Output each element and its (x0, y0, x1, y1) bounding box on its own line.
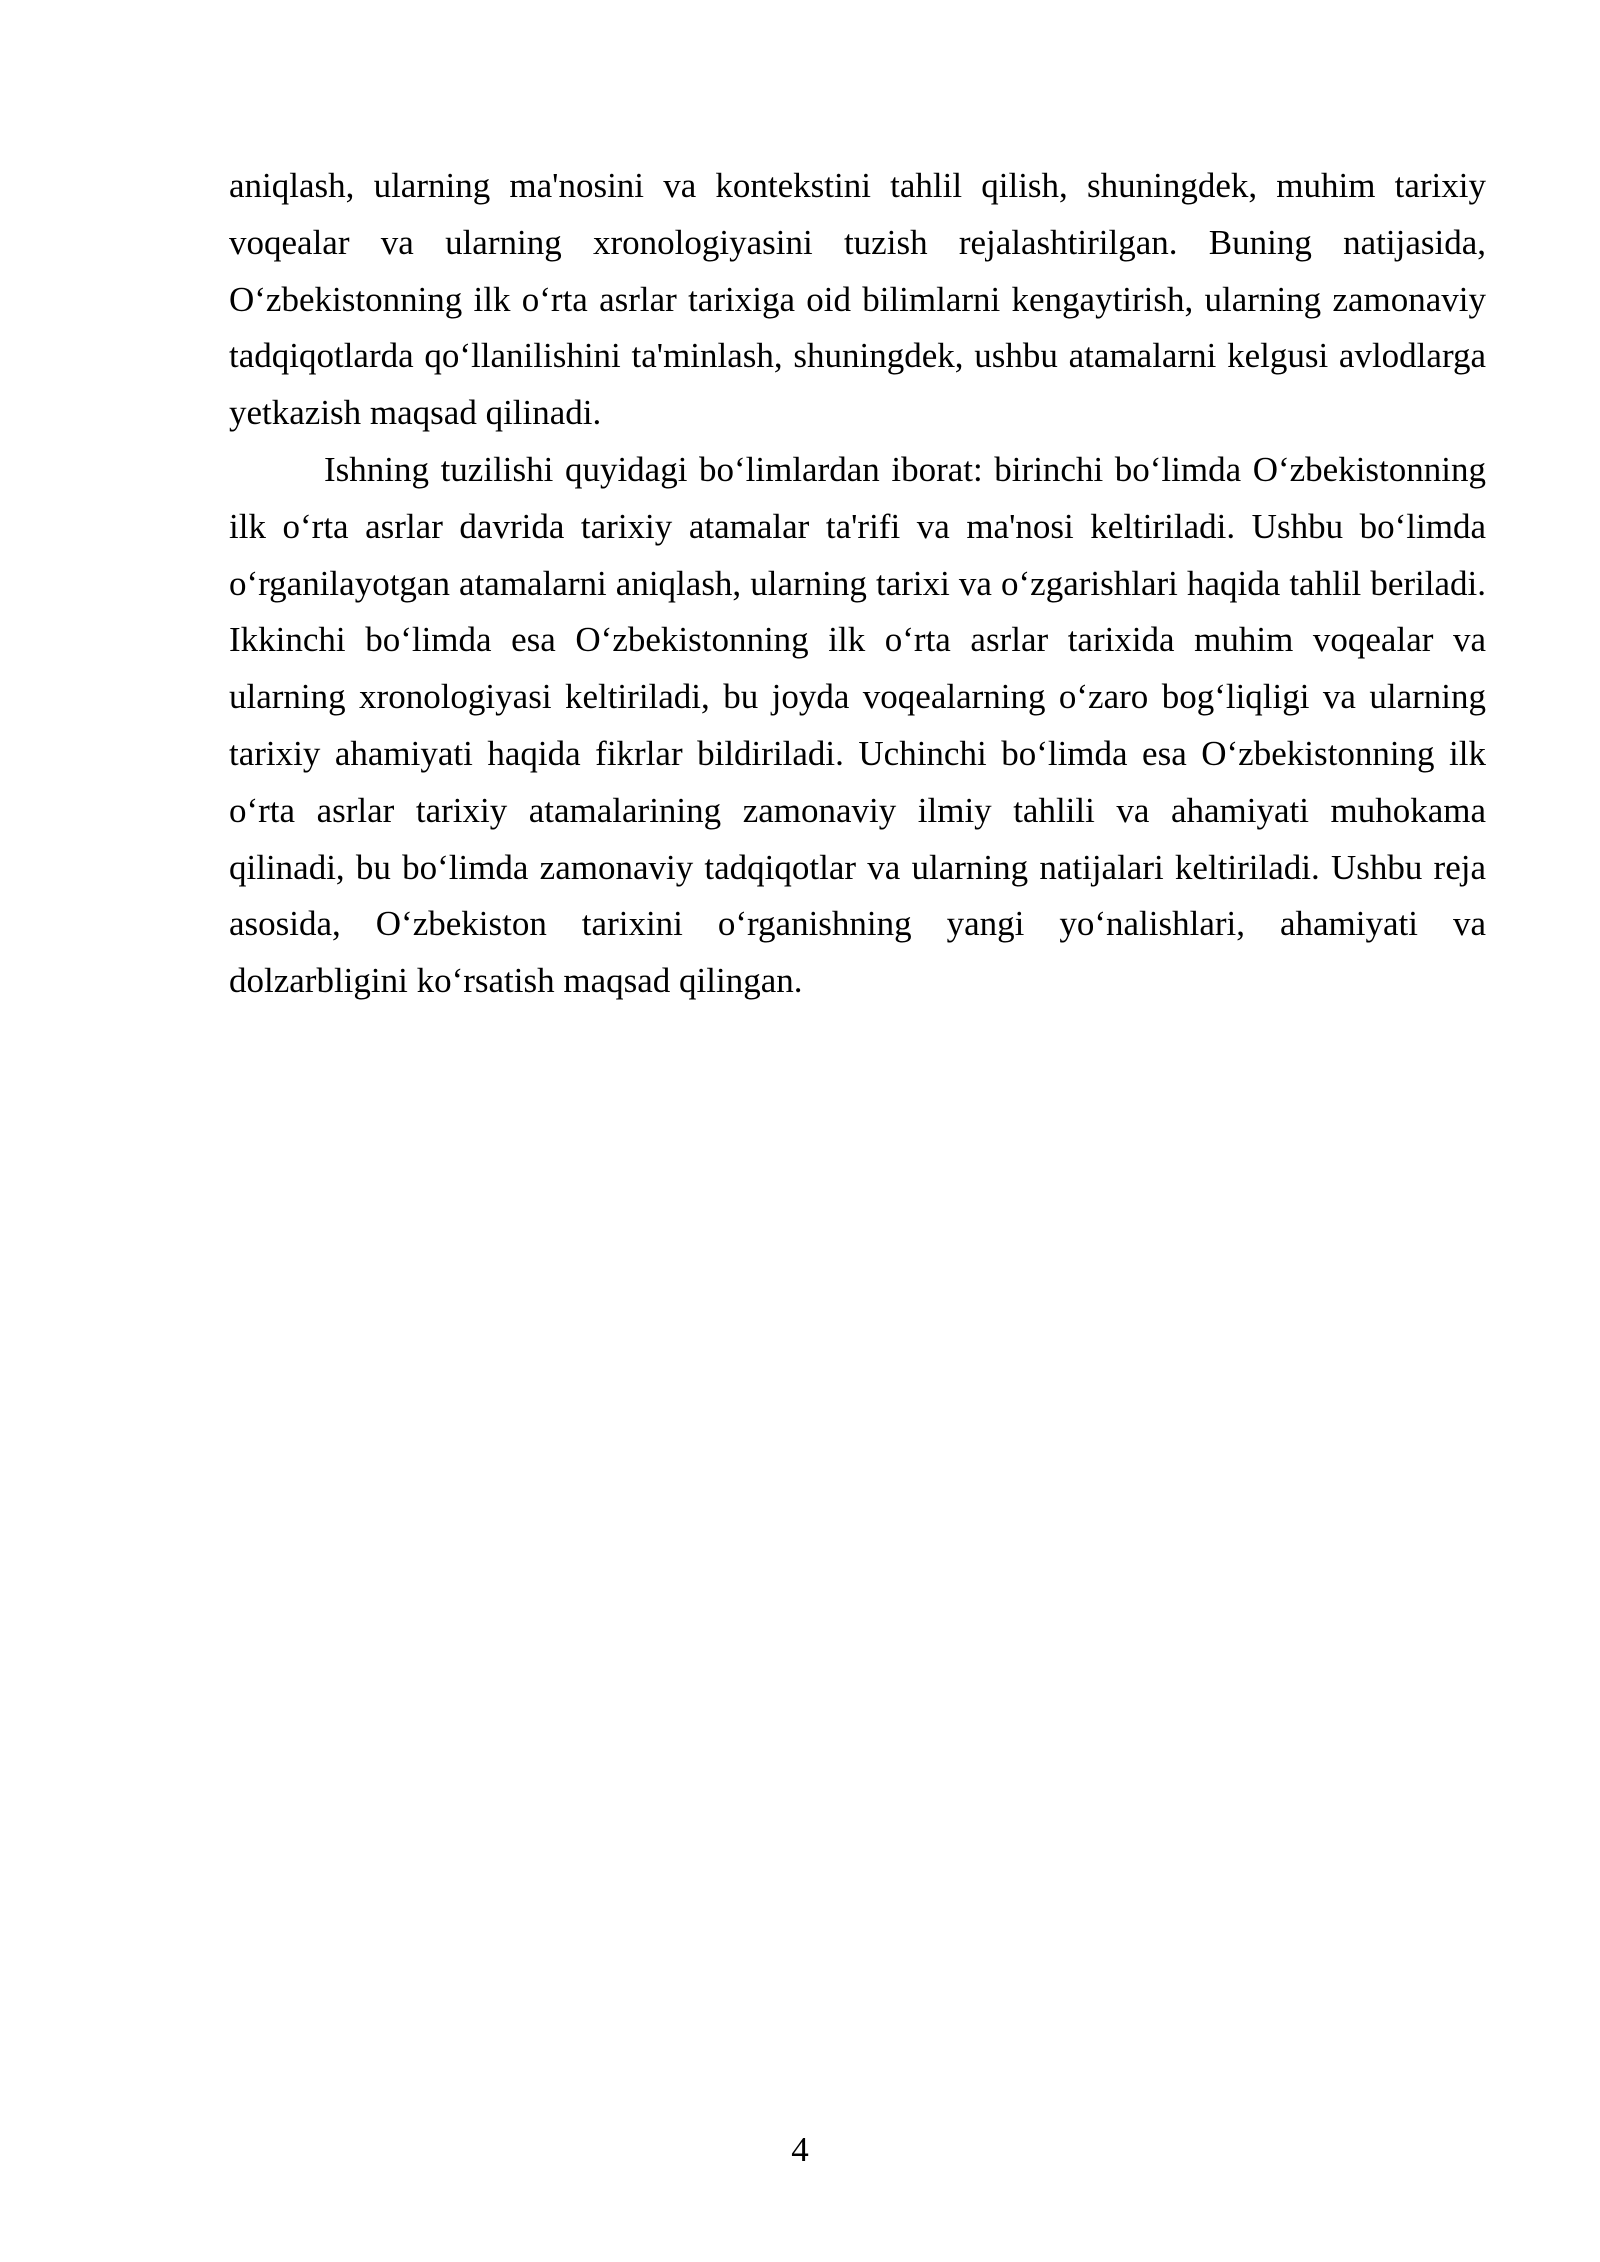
paragraph-structure: Ishning tuzilishi quyidagi bo‘limlardan iborat: birinchi bo‘limda O‘zbekistonning ilk o‘rta asrlar davrida tarixiy atamalar ta'rifi va ma'nosi keltiriladi. Ushbu bo‘limda o‘rganilayotgan atamalarni aniqlash, ularning tarixi va o‘zgarishlari haqida tahlil beriladi. Ikkinchi bo‘limda esa O‘zbekistonning ilk o‘rta asrlar tarixida muhim voqealar va ularning xronologiyasi keltiriladi, bu joyda voqealarning o‘zaro bog‘liqligi va ularning tarixiy ahamiyati haqida fikrlar bildiriladi. Uchinchi bo‘limda esa O‘zbekistonning ilk o‘rta asrlar tarixiy atamalarining zamonaviy ilmiy tahlili va ahamiyati muhokama qilinadi, bu bo‘limda zamonaviy tadqiqotlar va ularning natijalari keltiriladi. Ushbu reja asosida, O‘zbekiston tarixini o‘rganishning yangi yo‘nalishlari, ahamiyati va dolzarbligini ko‘rsatish maqsad qilingan. (229, 449, 1486, 1001)
page-number: 4 (791, 2130, 809, 2169)
paragraph-continuation: aniqlash, ularning ma'nosini va kontekstini tahlil qilish, shuningdek, muhim tarixiy voqealar va ularning xronologiyasini tuzish rejalashtirilgan. Buning natijasida, O‘zbekistonning ilk o‘rta asrlar tarixiga oid bilimlarni kengaytirish, ularning zamonaviy tadqiqotlarda qo‘llanilishini ta'minlash, shuningdek, ushbu atamalarni kelgusi avlodlarga yetkazish maqsad qilinadi. (229, 166, 1486, 433)
body-text (229, 158, 1486, 1010)
